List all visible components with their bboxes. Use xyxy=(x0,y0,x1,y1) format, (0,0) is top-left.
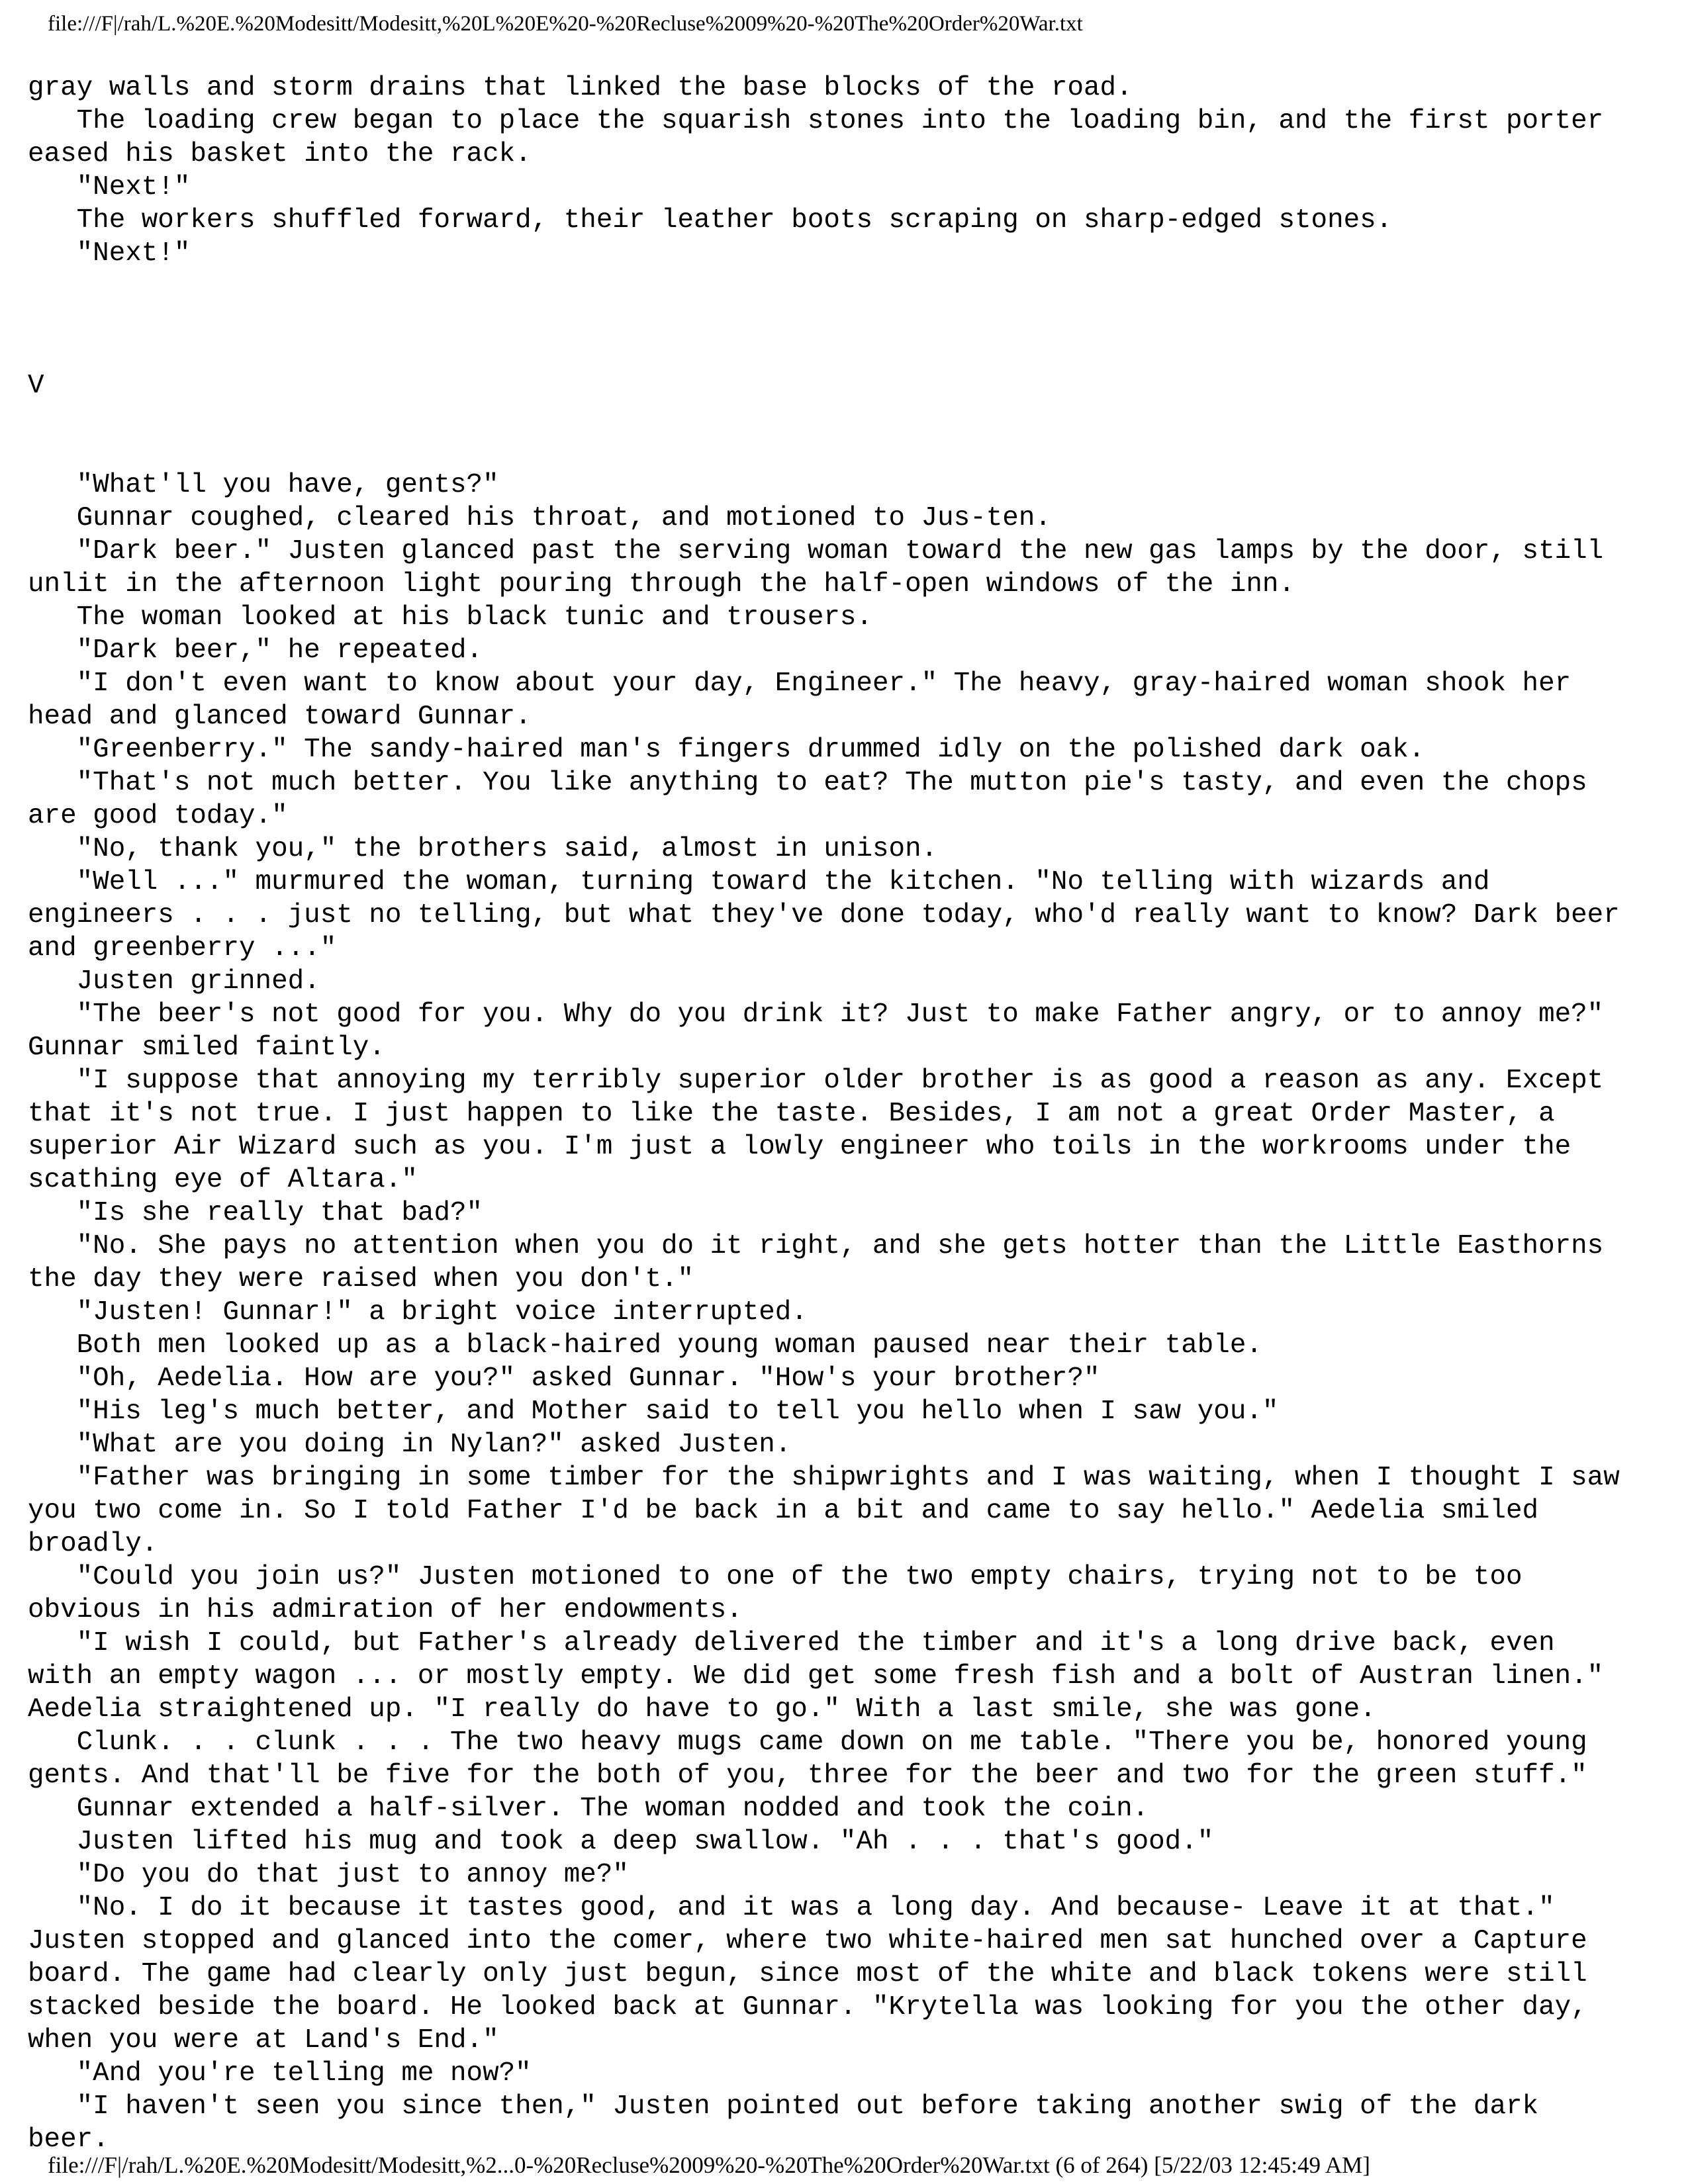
text-line: gray walls and storm drains that linked the base blocks of the road. xyxy=(28,73,1133,103)
text-line: gents. And that'll be five for the both of you, three for the beer and two for the green stuff." xyxy=(28,1760,1587,1791)
text-line: unlit in the afternoon light pouring through the half-open windows of the inn. xyxy=(28,569,1295,600)
text-line: that it's not true. I just happen to like the taste. Besides, I am not a great Order Master, a xyxy=(28,1099,1555,1129)
text-line: The woman looked at his black tunic and trousers. xyxy=(28,602,872,633)
text-line: "No, thank you," the brothers said, almost in unison. xyxy=(28,834,938,864)
text-line: "I haven't seen you since then," Justen pointed out before taking another swig of the dark xyxy=(28,2091,1539,2122)
text-line: the day they were raised when you don't." xyxy=(28,1264,694,1295)
text-line: "I don't even want to know about your day, Engineer." The heavy, gray-haired woman shook her xyxy=(28,668,1571,699)
text-line: engineers . . . just no telling, but what they've done today, who'd really want to know? Dark beer xyxy=(28,900,1620,931)
text-line: The loading crew began to place the squarish stones into the loading bin, and the first porter xyxy=(28,106,1604,136)
text-line: "Well ..." murmured the woman, turning toward the kitchen. "No telling with wizards and xyxy=(28,867,1490,897)
text-line: head and glanced toward Gunnar. xyxy=(28,702,532,732)
text-line: "I wish I could, but Father's already delivered the timber and it's a long drive back, even xyxy=(28,1628,1555,1659)
text-line: board. The game had clearly only just begun, since most of the white and black tokens were still xyxy=(28,1959,1587,1989)
text-line: Justen grinned. xyxy=(28,966,320,997)
text-line: stacked beside the board. He looked back at Gunnar. "Krytella was looking for you the other day, xyxy=(28,1992,1587,2023)
text-line: "No. I do it because it tastes good, and it was a long day. And because- Leave it at that." xyxy=(28,1893,1555,1923)
text-line: Gunnar smiled faintly. xyxy=(28,1032,385,1063)
text-line: The workers shuffled forward, their leather boots scraping on sharp-edged stones. xyxy=(28,205,1393,236)
text-line: scathing eye of Altara." xyxy=(28,1165,418,1195)
text-line: Gunnar coughed, cleared his throat, and motioned to Jus-ten. xyxy=(28,503,1051,533)
file-path-header: file:///F|/rah/L.%20E.%20Modesitt/Modesitt,%20L%20E%20-%20Recluse%2009%20-%20The%20Order%20War.txt xyxy=(48,12,1083,36)
text-line: when you were at Land's End." xyxy=(28,2025,499,2056)
text-line: "That's not much better. You like anything to eat? The mutton pie's tasty, and even the chops xyxy=(28,768,1587,798)
text-line: you two come in. So I told Father I'd be back in a bit and came to say hello." Aedelia smiled xyxy=(28,1496,1539,1526)
text-line: "Next!" xyxy=(28,172,191,203)
text-line: Aedelia straightened up. "I really do have to go." With a last smile, she was gone. xyxy=(28,1694,1376,1725)
text-line: and greenberry ..." xyxy=(28,933,337,964)
text-line: "Do you do that just to annoy me?" xyxy=(28,1860,629,1890)
text-line: "Next!" xyxy=(28,238,191,269)
text-line: "Dark beer," he repeated. xyxy=(28,635,483,666)
text-line: Justen stopped and glanced into the comer, where two white-haired men sat hunched over a Capture xyxy=(28,1926,1587,1956)
text-line: Gunnar extended a half-silver. The woman nodded and took the coin. xyxy=(28,1794,1149,1824)
text-line: obvious in his admiration of her endowments. xyxy=(28,1595,743,1625)
text-line: "The beer's not good for you. Why do you drink it? Just to make Father angry, or to annoy me?" xyxy=(28,999,1604,1030)
text-line xyxy=(28,402,1669,435)
text-line: are good today." xyxy=(28,801,288,831)
text-line: "What'll you have, gents?" xyxy=(28,470,499,500)
text-line: eased his basket into the rack. xyxy=(28,139,532,169)
text-line: "What are you doing in Nylan?" asked Justen. xyxy=(28,1430,792,1460)
text-line xyxy=(28,303,1669,336)
text-line: broadly. xyxy=(28,1529,158,1559)
text-line xyxy=(28,435,1669,469)
text-line: "I suppose that annoying my terribly superior older brother is as good a reason as any. Except xyxy=(28,1066,1604,1096)
text-line: "Could you join us?" Justen motioned to one of the two empty chairs, trying not to be too xyxy=(28,1562,1523,1592)
text-line: "Dark beer." Justen glanced past the serving woman toward the new gas lamps by the door, still xyxy=(28,536,1604,567)
text-line: Both men looked up as a black-haired young woman paused near their table. xyxy=(28,1330,1262,1361)
text-line: V xyxy=(28,371,44,401)
text-line: "No. She pays no attention when you do it right, and she gets hotter than the Little Easthorns xyxy=(28,1231,1604,1261)
text-line: beer. xyxy=(28,2124,109,2155)
text-line: "Greenberry." The sandy-haired man's fingers drummed idly on the polished dark oak. xyxy=(28,735,1425,765)
text-line: Justen lifted his mug and took a deep swallow. "Ah . . . that's good." xyxy=(28,1827,1214,1857)
document-text xyxy=(28,71,1669,2156)
text-line xyxy=(28,336,1669,369)
text-line xyxy=(28,270,1669,303)
text-line: "Father was bringing in some timber for the shipwrights and I was waiting, when I thought I saw xyxy=(28,1463,1620,1493)
text-line: "His leg's much better, and Mother said to tell you hello when I saw you." xyxy=(28,1396,1279,1427)
text-line: "Oh, Aedelia. How are you?" asked Gunnar. "How's your brother?" xyxy=(28,1363,1100,1394)
text-line: Clunk. . . clunk . . . The two heavy mugs came down on me table. "There you be, honored young xyxy=(28,1727,1587,1758)
text-line: "Justen! Gunnar!" a bright voice interrupted. xyxy=(28,1297,808,1328)
text-line: "Is she really that bad?" xyxy=(28,1198,483,1228)
text-line: "And you're telling me now?" xyxy=(28,2058,532,2089)
file-path-footer: file:///F|/rah/L.%20E.%20Modesitt/Modesitt,%2...0-%20Recluse%2009%20-%20The%20Order%20War.txt (6 of 264) [5/22/03 12:45:49 AM] xyxy=(48,2152,1370,2178)
text-line: superior Air Wizard such as you. I'm just a lowly engineer who toils in the workrooms under the xyxy=(28,1132,1571,1162)
text-line: with an empty wagon ... or mostly empty. We did get some fresh fish and a bolt of Austran linen." xyxy=(28,1661,1604,1692)
